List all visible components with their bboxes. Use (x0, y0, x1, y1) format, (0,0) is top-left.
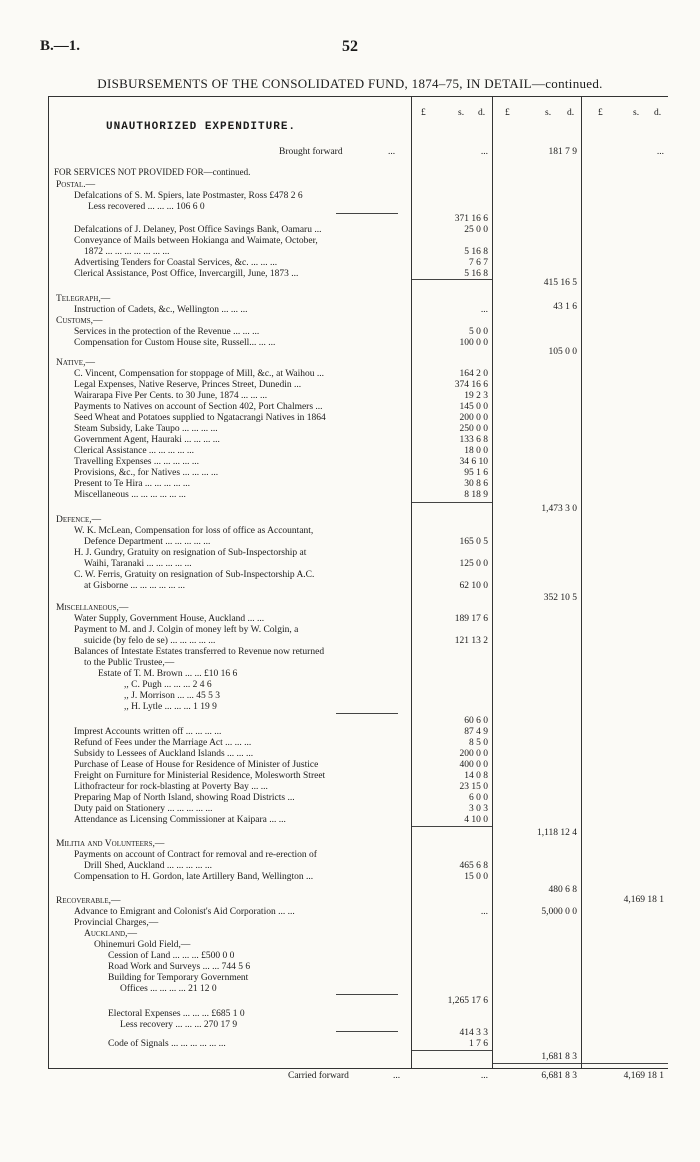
services-heading: FOR SERVICES NOT PROVIDED FOR—continued. (54, 167, 251, 177)
col2-amount: 6,681 8 3 (541, 1071, 577, 1081)
col1-amount: 19 2 3 (464, 391, 488, 401)
ledger-line: Postal.— (56, 180, 96, 190)
ledger-line: Road Work and Surveys ... ... 744 5 6 (108, 962, 251, 972)
ledger-line: Payment to M. and J. Colgin of money left by W. Colgin, a (74, 625, 299, 635)
ledger-line: Provincial Charges,— (74, 918, 159, 928)
sum-rule (412, 502, 492, 503)
col1-amount: 18 0 0 (464, 446, 488, 456)
ledger-line: Defalcations of J. Delaney, Post Office Savings Bank, Oamaru ... (74, 225, 322, 235)
ledger-line: Estate of T. M. Brown ... ... £10 16 6 (98, 669, 238, 679)
col2-amount: 5,000 0 0 (541, 907, 577, 917)
ledger-line: Government Agent, Hauraki ... ... ... ... (74, 435, 220, 445)
ledger-line: Refund of Fees under the Marriage Act ... ... ... (74, 738, 252, 748)
col1-amount: 465 6 8 (459, 861, 488, 871)
ledger-line: Preparing Map of North Island, showing Road Districts ... (74, 793, 295, 803)
col1-amount: 23 15 0 (459, 782, 488, 792)
carried-forward-label: Carried forward (288, 1071, 349, 1081)
ledger-line: Drill Shed, Auckland ... ... ... ... ... (84, 861, 212, 871)
ledger-line: Travelling Expenses ... ... ... ... ... (74, 457, 199, 467)
col1-amount: 95 1 6 (464, 468, 488, 478)
ledger-line: Advertising Tenders for Coastal Services, &c. ... ... ... (74, 258, 278, 268)
sum-rule (412, 279, 492, 280)
col1-amount: 5 0 0 (469, 327, 488, 337)
ledger-line: ,, H. Lytle ... ... ... 1 19 9 (124, 702, 217, 712)
ledger-line: Provisions, &c., for Natives ... ... ... ... (74, 468, 219, 478)
ledger-line: Duty paid on Stationery ... ... ... ... ... (74, 804, 213, 814)
col3-amount: ... (656, 147, 664, 157)
col1-amount: 100 0 0 (459, 338, 488, 348)
col2-amount: 480 6 8 (548, 885, 577, 895)
ledger-line: Water Supply, Government House, Auckland ... ... (74, 614, 265, 624)
col2-amount: 352 10 5 (543, 593, 577, 603)
col1-amount: 25 0 0 (464, 225, 488, 235)
sum-rule (336, 213, 398, 214)
ledger-line: Auckland,— (84, 929, 137, 939)
col1-amount: 6 0 0 (469, 793, 488, 803)
col1-amount: 165 0 5 (459, 537, 488, 547)
ledger-line: Offices ... ... ... ... 21 12 0 (120, 984, 217, 994)
col3-pound-head: £ (598, 108, 603, 118)
col1-amount: 3 0 3 (469, 804, 488, 814)
col3-rule (581, 96, 582, 1069)
col2-amount: 1,473 3 0 (541, 504, 577, 514)
col1-amount: 414 3 3 (459, 1028, 488, 1038)
brought-forward-dots: ... (388, 147, 396, 157)
col1-amount: 1,265 17 6 (447, 996, 488, 1006)
ledger-line: Conveyance of Mails between Hokianga and Waimate, October, (74, 236, 318, 246)
carried-forward-dots: ... (393, 1071, 401, 1081)
sum-rule (493, 1063, 581, 1064)
ledger-line: Present to Te Hira ... ... ... ... ... (74, 479, 191, 489)
ledger-line: Lithofracteur for rock-blasting at Poverty Bay ... ... (74, 782, 268, 792)
col1-amount: 34 6 10 (459, 457, 488, 467)
ledger-line: Legal Expenses, Native Reserve, Princes Street, Dunedin ... (74, 380, 302, 390)
col2-amount: 43 1 6 (553, 302, 577, 312)
col1-amount: 400 0 0 (459, 760, 488, 770)
ledger-line: Freight on Furniture for Ministerial Residence, Molesworth Street (74, 771, 326, 781)
col1-amount: 5 16 8 (464, 247, 488, 257)
ledger-line: C. Vincent, Compensation for stoppage of Mill, &c., at Waihou ... (74, 369, 325, 379)
col3-amount: 4,169 18 1 (623, 895, 664, 905)
col1-amount: 15 0 0 (464, 872, 488, 882)
col1-amount: 374 16 6 (454, 380, 488, 390)
ledger-line: Miscellaneous,— (56, 603, 129, 613)
col1-amount: ... (480, 305, 488, 315)
col1-amount: 60 6 0 (464, 716, 488, 726)
ledger-line: Clerical Assistance, Post Office, Invercargill, June, 1873 ... (74, 269, 299, 279)
col1-amount: 5 16 8 (464, 269, 488, 279)
page-title: DISBURSEMENTS OF THE CONSOLIDATED FUND, 1874–75, IN DETAIL—continued. (97, 76, 603, 91)
ledger-line: Code of Signals ... ... ... ... ... ... (108, 1039, 226, 1049)
sum-rule (336, 1031, 398, 1032)
col1-amount: 87 4 9 (464, 727, 488, 737)
col1-amount: 8 5 0 (469, 738, 488, 748)
ledger-line: Seed Wheat and Potatoes supplied to Ngatacrangi Natives in 1864 (74, 413, 326, 423)
ledger-line: Compensation to H. Gordon, late Artillery Band, Wellington ... (74, 872, 314, 882)
col3-shilling-head: s. (633, 108, 640, 118)
col1-amount: 200 0 0 (459, 749, 488, 759)
ledger-line: Electoral Expenses ... ... ... £685 1 0 (108, 1009, 245, 1019)
col1-amount: 4 10 0 (464, 815, 488, 825)
ledger-line: Native,— (56, 358, 95, 368)
ledger-line: Less recovery ... ... ... 270 17 9 (120, 1020, 238, 1030)
table-top-rule (48, 96, 668, 97)
sum-rule (412, 1050, 492, 1051)
ledger-line: Defence Department ... ... ... ... ... (84, 537, 211, 547)
ledger-line: Wairarapa Five Per Cents. to 30 June, 1874 ... ... ... (74, 391, 268, 401)
ledger-line: ,, J. Morrison ... ... 45 5 3 (124, 691, 221, 701)
col1-amount: 30 8 6 (464, 479, 488, 489)
ledger-line: Imprest Accounts written off ... ... ... ... (74, 727, 222, 737)
ledger-line: Miscellaneous ... ... ... ... ... ... (74, 490, 186, 500)
ledger-table (48, 96, 668, 1081)
col1-pound-head: £ (421, 108, 426, 118)
ledger-line: W. K. McLean, Compensation for loss of office as Accountant, (74, 526, 314, 536)
ledger-line: Waihi, Taranaki ... ... ... ... ... (84, 559, 192, 569)
ledger-line: 1872 ... ... ... ... ... ... ... (84, 247, 170, 257)
col1-amount: 200 0 0 (459, 413, 488, 423)
col1-amount: 371 16 6 (454, 214, 488, 224)
col1-amount: ... (480, 907, 488, 917)
ledger-line: Services in the protection of the Revenue ... ... ... (74, 327, 260, 337)
ledger-line: Steam Subsidy, Lake Taupo ... ... ... ... (74, 424, 218, 434)
ledger-line: Cession of Land ... ... ... £500 0 0 (108, 951, 235, 961)
ledger-line: Customs,— (56, 316, 103, 326)
ledger-line: Ohinemuri Gold Field,— (94, 940, 191, 950)
ledger-line: H. J. Gundry, Gratuity on resignation of Sub-Inspectorship at (74, 548, 307, 558)
ledger-line: Defence,— (56, 515, 102, 525)
ledger-line: Building for Temporary Government (108, 973, 249, 983)
ledger-line: ,, C. Pugh ... ... ... 2 4 6 (124, 680, 212, 690)
col1-amount: 164 2 0 (459, 369, 488, 379)
sum-rule (582, 1063, 668, 1064)
ledger-line: Telegraph,— (56, 294, 111, 304)
document-reference: B.—1. (40, 38, 81, 54)
col1-amount: 250 0 0 (459, 424, 488, 434)
ledger-line: C. W. Ferris, Gratuity on resignation of Sub-Inspectorship A.C. (74, 570, 315, 580)
sum-rule (412, 826, 492, 827)
ledger-line: Purchase of Lease of House for Residence of Minister of Justice (74, 760, 319, 770)
table-bottom-rule (48, 1068, 668, 1069)
col3-pence-head: d. (654, 108, 662, 118)
col1-amount: 62 10 0 (459, 581, 488, 591)
ledger-line: Clerical Assistance ... ... ... ... ... (74, 446, 195, 456)
ledger-line: at Gisborne ... ... ... ... ... ... (84, 581, 186, 591)
sum-rule (336, 713, 398, 714)
ledger-line: Compensation for Custom House site, Russell... ... ... (74, 338, 276, 348)
ledger-line: to the Public Trustee,— (84, 658, 175, 668)
col2-pence-head: d. (567, 108, 575, 118)
col1-amount: ... (480, 1071, 488, 1081)
ledger-line: Instruction of Cadets, &c., Wellington ... ... ... (74, 305, 248, 315)
col2-shilling-head: s. (545, 108, 552, 118)
col1-amount: 14 0 8 (464, 771, 488, 781)
col2-rule (492, 96, 493, 1069)
table-left-rule (48, 96, 49, 1069)
col2-amount: 105 0 0 (548, 347, 577, 357)
ledger-line: Advance to Emigrant and Colonist's Aid Corporation ... ... (74, 907, 295, 917)
ledger-line: Less recovered ... ... ... 106 6 0 (88, 202, 205, 212)
col2-amount: 1,118 12 4 (536, 828, 577, 838)
page-number: 52 (342, 38, 358, 55)
col1-amount: 145 0 0 (459, 402, 488, 412)
col1-amount: 8 18 9 (464, 490, 488, 500)
col1-amount: 189 17 6 (454, 614, 488, 624)
section-heading: UNAUTHORIZED EXPENDITURE. (106, 121, 297, 133)
ledger-line: Balances of Intestate Estates transferred to Revenue now returned (74, 647, 325, 657)
col1-amount: 1 7 6 (469, 1039, 488, 1049)
col1-amount: 125 0 0 (459, 559, 488, 569)
ledger-line: Attendance as Licensing Commissioner at Kaipara ... ... (74, 815, 286, 825)
col2-amount: 415 16 5 (543, 278, 577, 288)
col1-pence-head: d. (478, 108, 486, 118)
col1-amount: 7 6 7 (469, 258, 488, 268)
ledger-line: Defalcations of S. M. Spiers, late Postmaster, Ross £478 2 6 (74, 191, 303, 201)
col2-amount: 181 7 9 (548, 147, 577, 157)
col1-amount: 133 6 8 (459, 435, 488, 445)
ledger-line: Subsidy to Lessees of Auckland Islands ... ... ... (74, 749, 254, 759)
col1-amount: ... (480, 147, 488, 157)
brought-forward-label: Brought forward (279, 147, 343, 157)
sum-rule (336, 994, 398, 995)
ledger-line: Payments to Natives on account of Section 402, Port Chalmers ... (74, 402, 323, 412)
ledger-line: Recoverable,— (56, 896, 121, 906)
ledger-line: Payments on account of Contract for removal and re-erection of (74, 850, 317, 860)
col2-pound-head: £ (505, 108, 510, 118)
col3-amount: 4,169 18 1 (623, 1071, 664, 1081)
col1-shilling-head: s. (458, 108, 465, 118)
ledger-line: suicide (by felo de se) ... ... ... ... ... (84, 636, 216, 646)
ledger-line: Militia and Volunteers,— (56, 839, 165, 849)
col2-amount: 1,681 8 3 (541, 1052, 577, 1062)
col1-amount: 121 13 2 (454, 636, 488, 646)
